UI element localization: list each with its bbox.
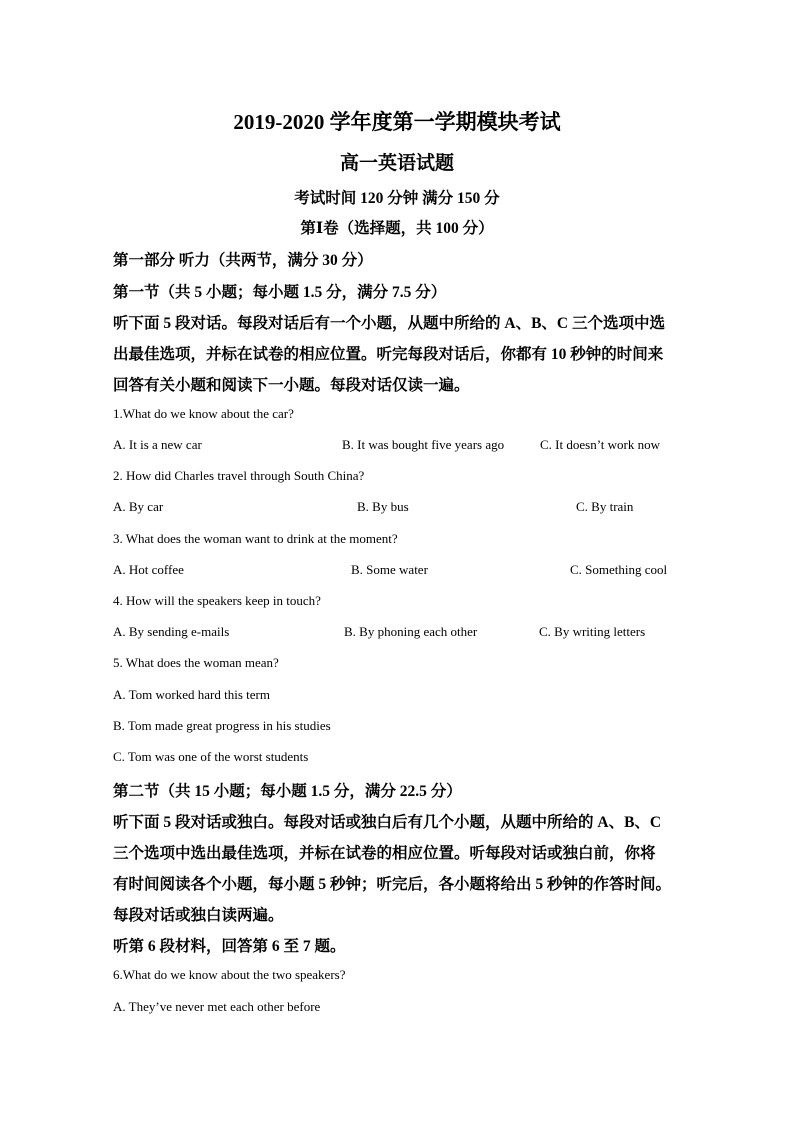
section2-instruction-line: 三个选项中选出最佳选项，并标在试卷的相应位置。听每段对话或独白前，你将 [113, 845, 656, 862]
exam-title: 2019-2020 学年度第一学期模块考试 [233, 110, 561, 134]
question-stem: 1.What do we know about the car? [113, 406, 294, 421]
option-c: C. By train [576, 499, 634, 514]
exam-info: 考试时间 120 分钟 满分 150 分 [294, 190, 500, 207]
question-stem: 2. How did Charles travel through South China? [113, 468, 365, 483]
option-a: A. It is a new car [113, 437, 202, 452]
volume-heading: 第Ⅰ卷（选择题，共 100 分） [300, 220, 494, 237]
question-stem: 6.What do we know about the two speakers? [113, 967, 346, 982]
option-a: A. By sending e-mails [113, 624, 230, 639]
exam-subtitle: 高一英语试题 [339, 153, 454, 174]
option-a: A. Hot coffee [113, 562, 184, 577]
option-c: C. It doesn’t work now [540, 437, 661, 452]
section2-instruction-line: 有时间阅读各个小题，每小题 5 秒钟；听完后，各小题将给出 5 秒钟的作答时间。 [113, 876, 672, 893]
option-b: B. Tom made great progress in his studies [113, 718, 331, 733]
part1-heading: 第一部分 听力（共两节，满分 30 分） [113, 252, 373, 269]
section1-instruction-line: 出最佳选项，并标在试卷的相应位置。听完每段对话后，你都有 10 秒钟的时间来 [113, 346, 664, 363]
option-a: A. Tom worked hard this term [113, 687, 270, 702]
option-c: C. Tom was one of the worst students [113, 749, 309, 764]
question-stem: 5. What does the woman mean? [113, 655, 279, 670]
material-note: 听第 6 段材料，回答第 6 至 7 题。 [113, 938, 346, 955]
section2-heading: 第二节（共 15 小题；每小题 1.5 分，满分 22.5 分） [113, 783, 462, 800]
option-a: A. They’ve never met each other before [113, 999, 321, 1014]
section1-instruction-line: 回答有关小题和阅读下一小题。每段对话仅读一遍。 [113, 377, 470, 394]
option-a: A. By car [113, 499, 164, 514]
section1-heading: 第一节（共 5 小题；每小题 1.5 分，满分 7.5 分） [113, 284, 447, 301]
section2-instruction-line: 每段对话或独白读两遍。 [113, 907, 284, 924]
question-stem: 4. How will the speakers keep in touch? [113, 593, 321, 608]
option-b: B. By phoning each other [344, 624, 478, 639]
section1-instruction-line: 听下面 5 段对话。每段对话后有一个小题，从题中所给的 A、B、C 三个选项中选 [113, 315, 665, 332]
option-c: C. By writing letters [539, 624, 646, 639]
option-b: B. It was bought five years ago [342, 437, 505, 452]
question-stem: 3. What does the woman want to drink at the moment? [113, 531, 398, 546]
option-b: B. By bus [357, 499, 409, 514]
option-b: B. Some water [351, 562, 428, 577]
section2-instruction-line: 听下面 5 段对话或独白。每段对话或独白后有几个小题，从题中所给的 A、B、C [113, 814, 662, 831]
option-c: C. Something cool [570, 562, 668, 577]
